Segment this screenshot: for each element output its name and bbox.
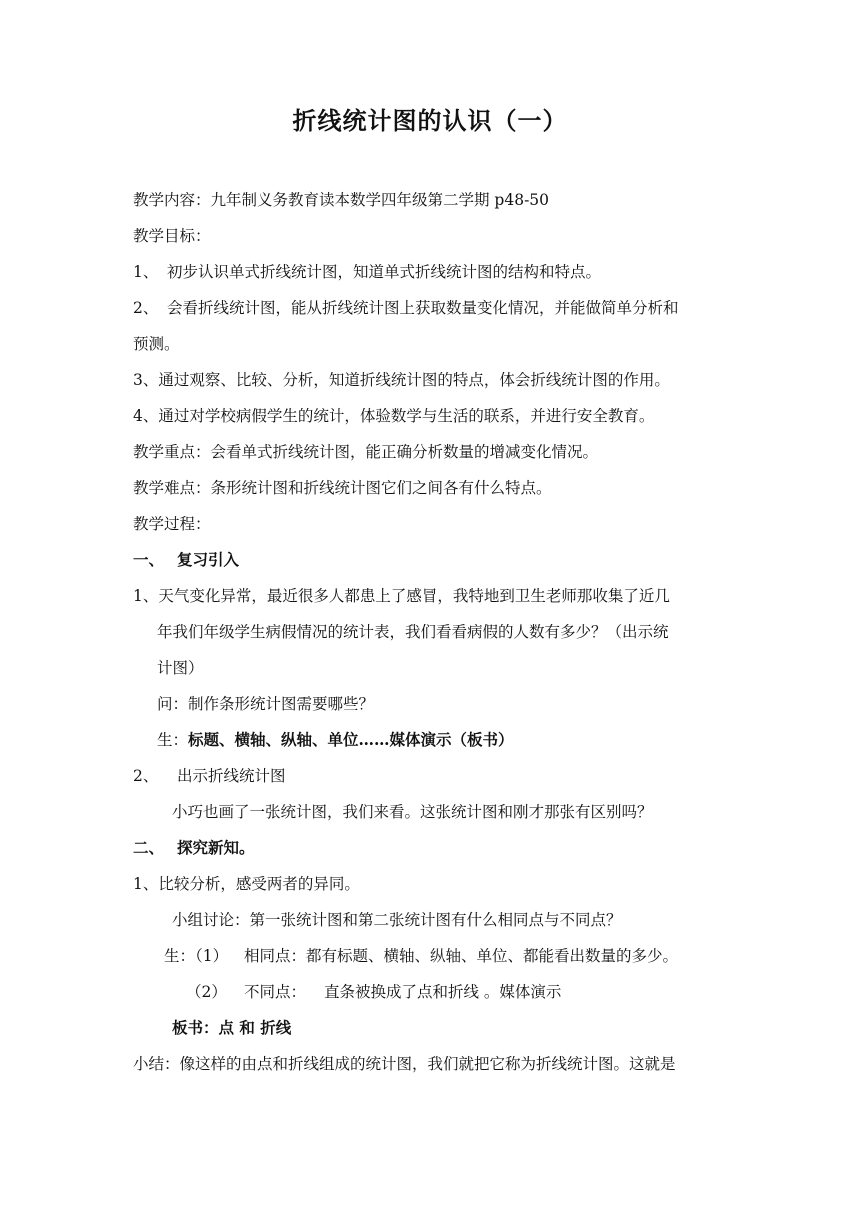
xiaoqiao-line: 小巧也画了一张统计图，我们来看。这张统计图和刚才那张有区别吗？: [172, 803, 653, 821]
answer-label-2: （2）: [186, 983, 227, 1001]
group-discussion-line: 小组讨论：第一张统计图和第二张统计图有什么相同点与不同点？: [172, 911, 622, 929]
teaching-difficulty: 教学难点：条形统计图和折线统计图它们之间各有什么特点。: [133, 479, 552, 497]
teaching-content: 教学内容：九年制义务教育读本数学四年级第二学期 p48-50: [133, 191, 550, 209]
goal-item-4: 4、通过对学校病假学生的统计，体验数学与生活的联系，并进行安全教育。: [133, 407, 655, 425]
goal-item-2-continued: 预测。: [133, 335, 180, 353]
list-marker: 2、: [133, 767, 159, 785]
similarity-line: [164, 945, 678, 967]
list-marker: 1、: [133, 263, 159, 281]
student-answer-line: [157, 729, 514, 751]
goal-item-2-text: 会看折线统计图，能从折线统计图上获取数量变化情况，并能做简单分析和: [167, 299, 679, 317]
student-label: 生：: [157, 731, 189, 749]
difference-line: [186, 981, 561, 1003]
goal-item-1: [133, 261, 601, 283]
review-item-1: 1、天气变化异常，最近很多人都患上了感冒，我特地到卫生老师那收集了近几: [133, 587, 670, 605]
student-answer-bold: 标题、横轴、纵轴、单位……媒体演示（板书）: [188, 730, 514, 749]
compare-item-1: 1、比较分析，感受两者的异同。: [133, 875, 360, 893]
review-item-1-end: 计图）: [157, 659, 204, 677]
teaching-key-point: 教学重点：会看单式折线统计图，能正确分析数量的增减变化情况。: [133, 443, 599, 461]
teaching-goals-heading: 教学目标：: [133, 227, 211, 245]
section-1-heading: [133, 549, 239, 571]
section-2-heading: [133, 837, 255, 859]
teaching-process-heading: 教学过程：: [133, 515, 211, 533]
goal-item-2: [133, 297, 679, 319]
section-marker: 二、: [133, 838, 165, 857]
goal-item-3: 3、通过观察、比较、分析，知道折线统计图的特点，体会折线统计图的作用。: [133, 371, 670, 389]
summary-line: 小结：像这样的由点和折线组成的统计图，我们就把它称为折线统计图。这就是: [133, 1055, 676, 1073]
blackboard-line: 板书：点 和 折线: [172, 1018, 292, 1037]
answer-label-1: 生：（1）: [164, 947, 229, 965]
question-line: 问：制作条形统计图需要哪些？: [157, 695, 375, 713]
goal-item-1-text: 初步认识单式折线统计图，知道单式折线统计图的结构和特点。: [167, 263, 602, 281]
list-marker: 2、: [133, 299, 159, 317]
section-marker: 一、: [133, 550, 165, 569]
similarity-text: 相同点：都有标题、横轴、纵轴、单位、都能看出数量的多少。: [244, 947, 679, 965]
review-item-1-continued: 年我们年级学生病假情况的统计表，我们看看病假的人数有多少？（出示统: [157, 623, 669, 641]
section-1-title: 复习引入: [177, 550, 240, 569]
review-item-2: [133, 765, 286, 787]
review-item-2-text: 出示折线统计图: [177, 767, 286, 785]
section-2-title: 探究新知。: [177, 838, 255, 857]
difference-text: 直条被换成了点和折线 。媒体演示: [324, 983, 562, 1001]
page-title: 折线统计图的认识（一）: [292, 106, 568, 135]
difference-label: 不同点：: [244, 983, 307, 1001]
